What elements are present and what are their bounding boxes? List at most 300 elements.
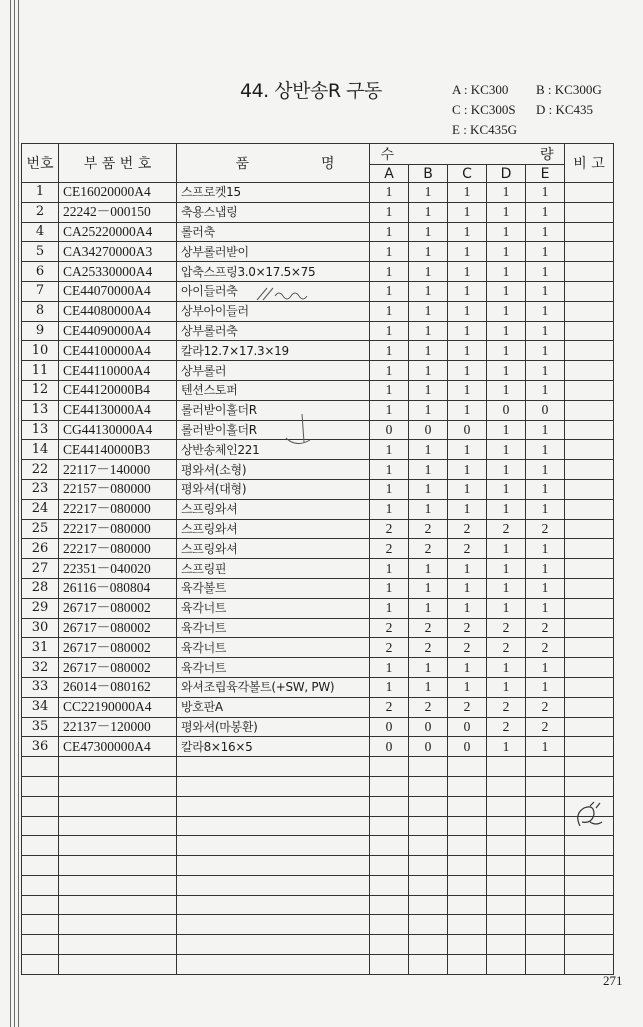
remark-cell (565, 658, 614, 678)
empty-cell (370, 836, 409, 856)
empty-cell (409, 796, 448, 816)
qty-d: 1 (487, 440, 526, 460)
empty-cell (565, 955, 614, 975)
header-name (177, 144, 370, 183)
qty-e: 1 (526, 262, 565, 282)
part-name: 상부롤러받이 (177, 242, 370, 262)
part-number: CE16020000A4 (59, 183, 177, 203)
item-number: 13 (22, 400, 59, 420)
empty-cell (448, 836, 487, 856)
empty-row (22, 935, 614, 955)
part-number: CE44100000A4 (59, 341, 177, 361)
qty-b: 2 (409, 539, 448, 559)
header-remark: 비 고 (565, 144, 614, 183)
qty-a: 0 (370, 737, 409, 757)
empty-cell (22, 915, 59, 935)
part-number: CE44120000B4 (59, 380, 177, 400)
header-col-a: A (370, 165, 409, 183)
qty-c: 1 (448, 380, 487, 400)
model-legend-c: C : KC300S (452, 102, 516, 117)
empty-cell (409, 935, 448, 955)
empty-cell (409, 757, 448, 777)
qty-b: 0 (409, 420, 448, 440)
part-number: CE44110000A4 (59, 361, 177, 381)
part-name: 육각볼트 (177, 578, 370, 598)
table-row (22, 598, 614, 618)
qty-c: 2 (448, 519, 487, 539)
qty-b: 1 (409, 460, 448, 480)
part-number: 22242－000150 (59, 202, 177, 222)
remark-cell (565, 539, 614, 559)
empty-cell (177, 776, 370, 796)
part-name: 평와셔(소형) (177, 460, 370, 480)
empty-cell (409, 875, 448, 895)
page-number: 271 (603, 973, 623, 988)
empty-cell (370, 757, 409, 777)
empty-cell (409, 836, 448, 856)
qty-e: 1 (526, 281, 565, 301)
empty-cell (370, 915, 409, 935)
qty-b: 1 (409, 202, 448, 222)
empty-cell (565, 836, 614, 856)
empty-cell (177, 856, 370, 876)
binding-line-3 (18, 0, 19, 1027)
qty-a: 1 (370, 341, 409, 361)
qty-d: 1 (487, 658, 526, 678)
remark-cell (565, 262, 614, 282)
table-row (22, 697, 614, 717)
empty-cell (487, 836, 526, 856)
item-number: 29 (22, 598, 59, 618)
qty-e: 1 (526, 598, 565, 618)
empty-cell (59, 796, 177, 816)
part-name: 상부아이들러 (177, 301, 370, 321)
qty-d: 1 (487, 361, 526, 381)
qty-c: 1 (448, 578, 487, 598)
qty-d: 1 (487, 499, 526, 519)
part-number: CC22190000A4 (59, 697, 177, 717)
remark-cell (565, 479, 614, 499)
part-number: CA25220000A4 (59, 222, 177, 242)
qty-b: 0 (409, 737, 448, 757)
item-number: 27 (22, 559, 59, 579)
table-row (22, 499, 614, 519)
qty-a: 0 (370, 717, 409, 737)
table-row (22, 559, 614, 579)
empty-cell (565, 875, 614, 895)
qty-c: 1 (448, 598, 487, 618)
qty-b: 1 (409, 242, 448, 262)
qty-c: 0 (448, 737, 487, 757)
qty-b: 1 (409, 222, 448, 242)
qty-d: 2 (487, 638, 526, 658)
part-name: 상반송체인221 (177, 440, 370, 460)
empty-cell (526, 935, 565, 955)
qty-e: 2 (526, 697, 565, 717)
qty-d: 1 (487, 479, 526, 499)
empty-cell (565, 856, 614, 876)
qty-c: 1 (448, 202, 487, 222)
item-number: 2 (22, 202, 59, 222)
qty-e: 1 (526, 222, 565, 242)
part-number: CG44130000A4 (59, 420, 177, 440)
empty-cell (409, 915, 448, 935)
table-row (22, 361, 614, 381)
empty-cell (177, 875, 370, 895)
table-row (22, 262, 614, 282)
qty-d: 1 (487, 301, 526, 321)
part-number: 22157－080000 (59, 479, 177, 499)
model-legend-d: D : KC435 (536, 102, 594, 117)
qty-d: 1 (487, 341, 526, 361)
item-number: 6 (22, 262, 59, 282)
empty-row (22, 757, 614, 777)
qty-e: 1 (526, 321, 565, 341)
empty-cell (22, 895, 59, 915)
item-number: 28 (22, 578, 59, 598)
empty-cell (59, 757, 177, 777)
part-name: 축용스냅링 (177, 202, 370, 222)
empty-cell (487, 757, 526, 777)
qty-c: 1 (448, 479, 487, 499)
qty-e: 1 (526, 677, 565, 697)
qty-e: 1 (526, 242, 565, 262)
qty-b: 1 (409, 598, 448, 618)
item-number: 14 (22, 440, 59, 460)
qty-b: 2 (409, 519, 448, 539)
qty-c: 1 (448, 341, 487, 361)
qty-a: 1 (370, 281, 409, 301)
empty-cell (487, 856, 526, 876)
qty-d: 1 (487, 202, 526, 222)
part-name: 압축스프링3.0×17.5×75 (177, 262, 370, 282)
qty-c: 1 (448, 262, 487, 282)
part-number: CA25330000A4 (59, 262, 177, 282)
remark-cell (565, 519, 614, 539)
empty-cell (448, 796, 487, 816)
empty-cell (565, 935, 614, 955)
table-row (22, 301, 614, 321)
qty-c: 1 (448, 183, 487, 203)
qty-a: 2 (370, 519, 409, 539)
qty-c: 1 (448, 301, 487, 321)
qty-a: 2 (370, 697, 409, 717)
empty-cell (59, 816, 177, 836)
handwritten-mark-row13 (282, 412, 322, 452)
header-qty-1: 수 (380, 147, 394, 163)
qty-e: 2 (526, 638, 565, 658)
qty-c: 1 (448, 460, 487, 480)
qty-e: 1 (526, 440, 565, 460)
table-row (22, 321, 614, 341)
qty-a: 1 (370, 321, 409, 341)
qty-c: 1 (448, 440, 487, 460)
qty-e: 1 (526, 361, 565, 381)
qty-b: 2 (409, 638, 448, 658)
empty-cell (59, 895, 177, 915)
qty-d: 2 (487, 717, 526, 737)
qty-a: 2 (370, 618, 409, 638)
qty-d: 1 (487, 420, 526, 440)
item-number: 11 (22, 361, 59, 381)
header-col-e: E (526, 165, 565, 183)
empty-cell (177, 895, 370, 915)
qty-e: 1 (526, 341, 565, 361)
qty-c: 1 (448, 400, 487, 420)
remark-cell (565, 638, 614, 658)
item-number: 24 (22, 499, 59, 519)
item-number: 32 (22, 658, 59, 678)
table-row (22, 242, 614, 262)
part-name: 방호판A (177, 697, 370, 717)
empty-cell (409, 955, 448, 975)
part-number: 22351－040020 (59, 559, 177, 579)
qty-b: 1 (409, 559, 448, 579)
header-col-c: C (448, 165, 487, 183)
empty-cell (448, 856, 487, 876)
qty-d: 1 (487, 559, 526, 579)
empty-cell (370, 955, 409, 975)
qty-c: 2 (448, 618, 487, 638)
qty-d: 1 (487, 737, 526, 757)
part-number: CE44070000A4 (59, 281, 177, 301)
empty-cell (409, 856, 448, 876)
empty-cell (487, 895, 526, 915)
remark-cell (565, 281, 614, 301)
part-name: 스프링와셔 (177, 539, 370, 559)
qty-d: 1 (487, 281, 526, 301)
empty-cell (565, 915, 614, 935)
empty-cell (487, 915, 526, 935)
remark-cell (565, 697, 614, 717)
empty-cell (59, 776, 177, 796)
qty-d: 1 (487, 321, 526, 341)
remark-cell (565, 301, 614, 321)
qty-b: 1 (409, 677, 448, 697)
qty-c: 1 (448, 361, 487, 381)
remark-cell (565, 361, 614, 381)
empty-cell (487, 816, 526, 836)
handwritten-mark-row7 (255, 284, 325, 302)
qty-c: 1 (448, 242, 487, 262)
qty-d: 1 (487, 578, 526, 598)
empty-cell (177, 816, 370, 836)
empty-cell (487, 935, 526, 955)
empty-cell (565, 895, 614, 915)
qty-a: 1 (370, 559, 409, 579)
empty-cell (565, 757, 614, 777)
page-title: 44. 상반송R 구동 (240, 80, 382, 102)
item-number: 4 (22, 222, 59, 242)
table-row (22, 380, 614, 400)
table-row (22, 717, 614, 737)
qty-b: 1 (409, 301, 448, 321)
remark-cell (565, 598, 614, 618)
empty-cell (526, 955, 565, 975)
empty-cell (448, 757, 487, 777)
qty-a: 2 (370, 539, 409, 559)
qty-a: 1 (370, 242, 409, 262)
remark-cell (565, 440, 614, 460)
qty-b: 1 (409, 361, 448, 381)
remark-cell (565, 578, 614, 598)
qty-d: 1 (487, 539, 526, 559)
part-name: 텐션스토퍼 (177, 380, 370, 400)
item-number: 26 (22, 539, 59, 559)
part-number: CE44090000A4 (59, 321, 177, 341)
empty-cell (370, 895, 409, 915)
qty-a: 1 (370, 262, 409, 282)
qty-e: 2 (526, 519, 565, 539)
empty-cell (177, 796, 370, 816)
empty-cell (487, 796, 526, 816)
part-name: 평와셔(마봉환) (177, 717, 370, 737)
qty-e: 2 (526, 717, 565, 737)
qty-b: 1 (409, 499, 448, 519)
qty-a: 1 (370, 202, 409, 222)
empty-row (22, 915, 614, 935)
table-row (22, 222, 614, 242)
part-name: 육각너트 (177, 638, 370, 658)
table-row (22, 737, 614, 757)
part-name: 롤러받이홀더R (177, 400, 370, 420)
empty-cell (526, 895, 565, 915)
qty-d: 1 (487, 242, 526, 262)
table-row (22, 341, 614, 361)
item-number: 7 (22, 281, 59, 301)
qty-e: 1 (526, 460, 565, 480)
qty-a: 1 (370, 677, 409, 697)
qty-a: 1 (370, 183, 409, 203)
parts-table (21, 143, 614, 975)
qty-b: 1 (409, 479, 448, 499)
empty-cell (22, 757, 59, 777)
part-number: 26717－080002 (59, 658, 177, 678)
remark-cell (565, 559, 614, 579)
empty-cell (370, 875, 409, 895)
qty-d: 1 (487, 677, 526, 697)
empty-cell (526, 836, 565, 856)
remark-cell (565, 618, 614, 638)
remark-cell (565, 380, 614, 400)
item-number: 22 (22, 460, 59, 480)
qty-c: 1 (448, 222, 487, 242)
qty-d: 1 (487, 460, 526, 480)
empty-cell (22, 856, 59, 876)
qty-a: 1 (370, 222, 409, 242)
table-row (22, 539, 614, 559)
item-number: 13 (22, 420, 59, 440)
empty-cell (487, 875, 526, 895)
item-number: 25 (22, 519, 59, 539)
header-no: 번호 (22, 144, 59, 183)
empty-cell (487, 776, 526, 796)
item-number: 35 (22, 717, 59, 737)
empty-cell (526, 875, 565, 895)
qty-e: 1 (526, 559, 565, 579)
empty-cell (448, 915, 487, 935)
part-number: 22217－080000 (59, 539, 177, 559)
table-row (22, 479, 614, 499)
part-name: 상부롤러 (177, 361, 370, 381)
part-number: 22137－120000 (59, 717, 177, 737)
remark-cell (565, 400, 614, 420)
remark-cell (565, 242, 614, 262)
part-name: 육각너트 (177, 598, 370, 618)
qty-b: 0 (409, 717, 448, 737)
empty-cell (177, 955, 370, 975)
item-number: 34 (22, 697, 59, 717)
qty-b: 1 (409, 321, 448, 341)
qty-b: 1 (409, 262, 448, 282)
model-legend-b: B : KC300G (536, 82, 602, 97)
empty-cell (370, 776, 409, 796)
remark-cell (565, 420, 614, 440)
part-name: 상부롤러축 (177, 321, 370, 341)
empty-cell (22, 796, 59, 816)
part-number: 22217－080000 (59, 499, 177, 519)
part-number: CE44130000A4 (59, 400, 177, 420)
qty-c: 0 (448, 717, 487, 737)
qty-c: 1 (448, 281, 487, 301)
qty-c: 1 (448, 677, 487, 697)
part-name: 육각너트 (177, 618, 370, 638)
remark-cell (565, 202, 614, 222)
empty-row (22, 856, 614, 876)
item-number: 36 (22, 737, 59, 757)
table-row (22, 460, 614, 480)
qty-a: 1 (370, 301, 409, 321)
qty-a: 1 (370, 658, 409, 678)
empty-cell (526, 816, 565, 836)
remark-cell (565, 341, 614, 361)
qty-b: 1 (409, 183, 448, 203)
header-qty-2: 량 (540, 147, 554, 163)
qty-e: 1 (526, 539, 565, 559)
empty-cell (22, 875, 59, 895)
qty-d: 2 (487, 618, 526, 638)
empty-cell (448, 816, 487, 836)
empty-cell (370, 796, 409, 816)
qty-c: 2 (448, 638, 487, 658)
qty-e: 1 (526, 737, 565, 757)
table-row (22, 519, 614, 539)
qty-b: 1 (409, 380, 448, 400)
remark-cell (565, 321, 614, 341)
empty-cell (22, 935, 59, 955)
qty-e: 1 (526, 499, 565, 519)
empty-cell (22, 836, 59, 856)
header-qty (370, 144, 565, 165)
empty-row (22, 836, 614, 856)
table-row (22, 658, 614, 678)
header-name-1: 품 (235, 156, 249, 172)
empty-cell (526, 757, 565, 777)
empty-cell (59, 875, 177, 895)
qty-c: 2 (448, 697, 487, 717)
empty-cell (526, 915, 565, 935)
remark-cell (565, 737, 614, 757)
qty-c: 1 (448, 658, 487, 678)
item-number: 31 (22, 638, 59, 658)
header-name-2: 명 (321, 156, 335, 172)
part-name: 아이들러축 (177, 281, 370, 301)
part-number: 26717－080002 (59, 638, 177, 658)
qty-b: 2 (409, 618, 448, 638)
empty-cell (448, 895, 487, 915)
empty-row (22, 776, 614, 796)
qty-d: 1 (487, 262, 526, 282)
